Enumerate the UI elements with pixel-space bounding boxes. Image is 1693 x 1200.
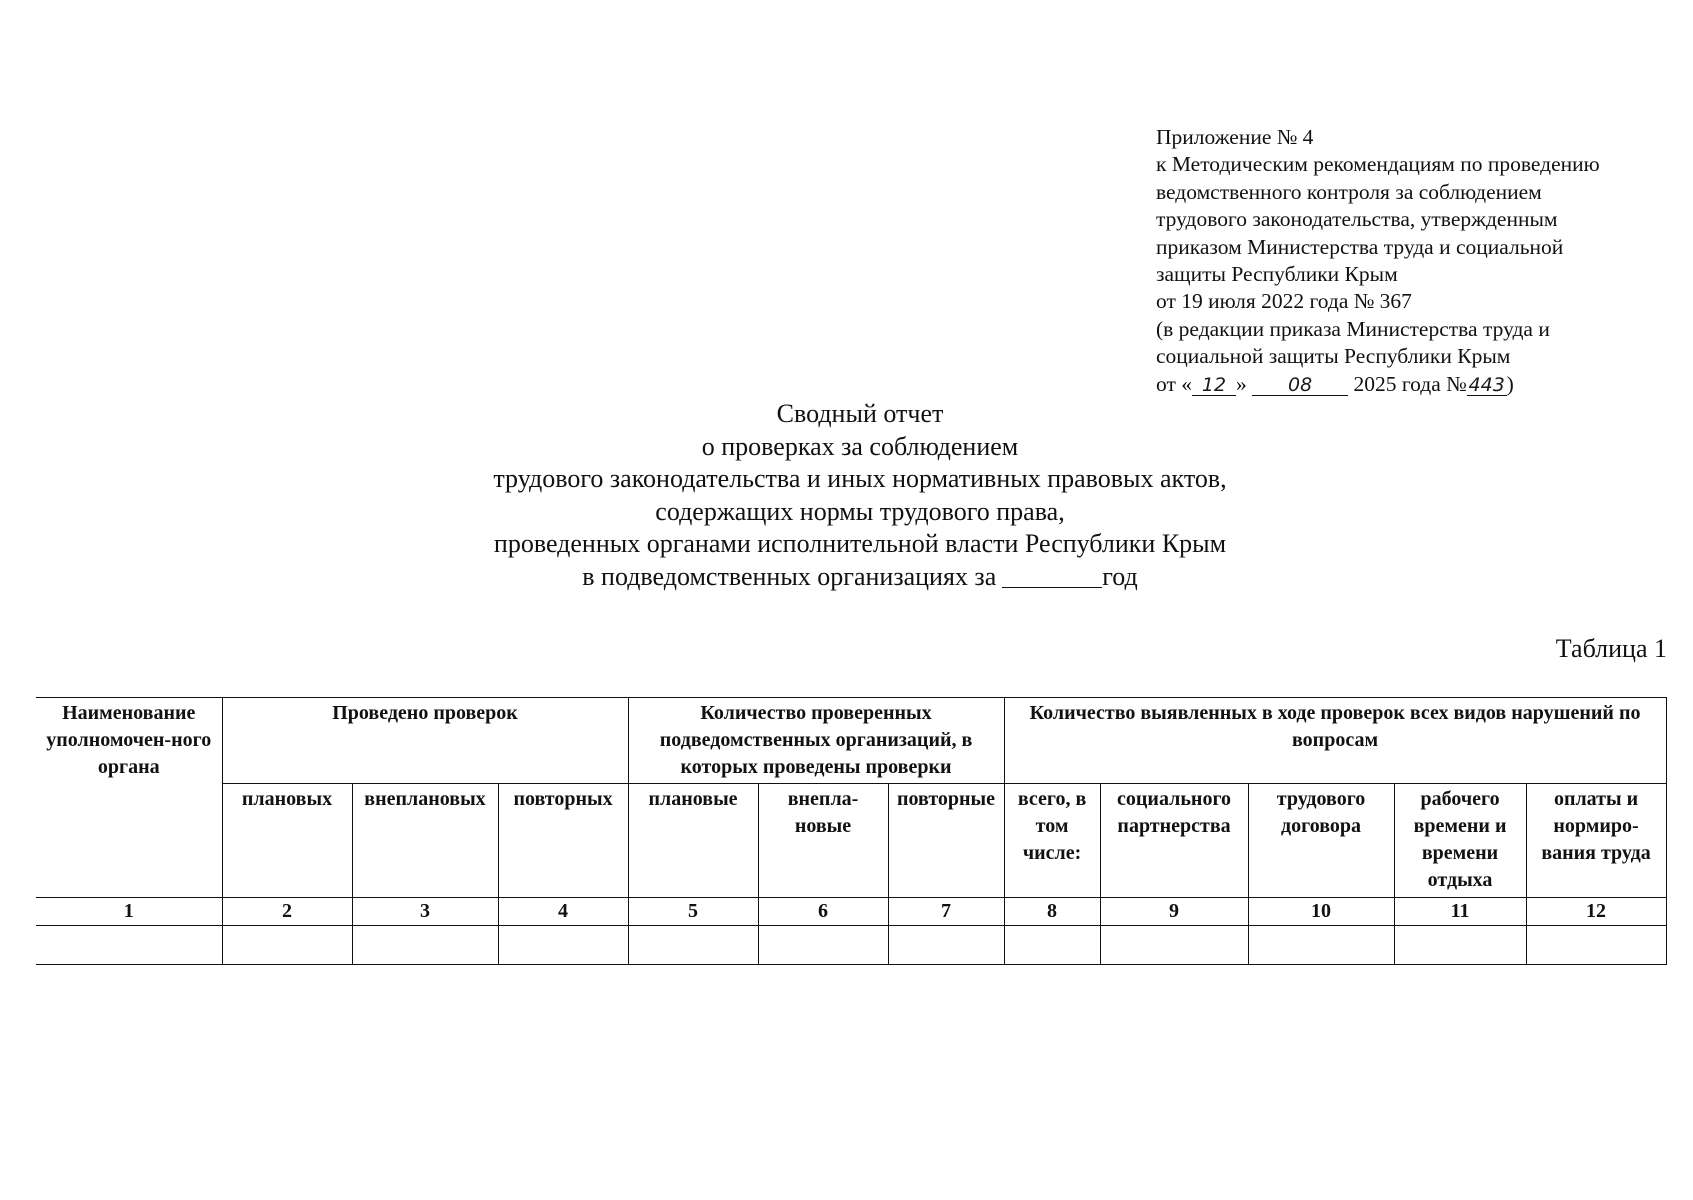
column-number: 7 <box>888 898 1004 926</box>
header-inspected-organizations: Количество проверенных подведомственных организаций, в которых проведены проверки <box>628 698 1004 784</box>
header-inspections-conducted: Проведено проверок <box>222 698 628 784</box>
subheader-social-partnership: социального партнерства <box>1100 784 1248 898</box>
report-title <box>380 398 1340 593</box>
report-table <box>36 697 1667 965</box>
handwritten-month: 08 <box>1252 375 1348 396</box>
table-data-row <box>36 926 1666 965</box>
appendix-amendment-date <box>1156 371 1686 398</box>
handwritten-order-number: 443 <box>1468 373 1505 396</box>
subheader-working-time: рабочего времени и времени отдыха <box>1394 784 1526 898</box>
appendix-line: трудового законодательства, утвержденным <box>1156 207 1558 232</box>
title-period-suffix: год <box>1102 561 1138 591</box>
appendix-line: защиты Республики Крым <box>1156 262 1398 287</box>
column-number: 2 <box>222 898 352 926</box>
table-cell <box>1248 926 1394 965</box>
appendix-line: ведомственного контроля за соблюдением <box>1156 179 1542 204</box>
title-period-text: в подведомственных организациях за <box>582 561 997 591</box>
date-close-paren: ) <box>1506 371 1514 396</box>
table-cell <box>758 926 888 965</box>
subheader-labor-contract: трудового договора <box>1248 784 1394 898</box>
column-number: 6 <box>758 898 888 926</box>
column-number: 1 <box>36 898 222 926</box>
table-subheader-row <box>36 784 1666 898</box>
appendix-line: (в редакции приказа Министерства труда и <box>1156 316 1550 341</box>
appendix-line: социальной защиты Республики Крым <box>1156 344 1511 369</box>
table-cell <box>1526 926 1666 965</box>
appendix-line: приказом Министерства труда и социальной <box>1156 234 1564 259</box>
column-number: 9 <box>1100 898 1248 926</box>
subheader-unplanned-orgs: внепла-новые <box>758 784 888 898</box>
column-number: 11 <box>1394 898 1526 926</box>
table-cell <box>1100 926 1248 965</box>
subheader-repeated-orgs: повторные <box>888 784 1004 898</box>
column-number: 12 <box>1526 898 1666 926</box>
column-number: 10 <box>1248 898 1394 926</box>
subheader-payment: оплаты и нормиро-вания труда <box>1526 784 1666 898</box>
table-cell <box>1004 926 1100 965</box>
handwritten-day: 12 <box>1192 375 1236 396</box>
subheader-total: всего, в том числе: <box>1004 784 1100 898</box>
column-number: 8 <box>1004 898 1100 926</box>
subheader-repeated: повторных <box>498 784 628 898</box>
table-cell <box>888 926 1004 965</box>
column-number: 4 <box>498 898 628 926</box>
subheader-unplanned: внеплановых <box>352 784 498 898</box>
date-quote-close: » <box>1236 371 1247 396</box>
subheader-planned-orgs: плановые <box>628 784 758 898</box>
table-cell <box>222 926 352 965</box>
date-year: 2025 года № <box>1353 371 1467 396</box>
title-line: содержащих нормы трудового права, <box>655 496 1065 526</box>
column-number: 3 <box>352 898 498 926</box>
table-cell <box>36 926 222 965</box>
table-cell <box>352 926 498 965</box>
title-line-period <box>380 561 1340 594</box>
title-line: проведенных органами исполнительной власти Республики Крым <box>493 529 1227 558</box>
header-violations-found: Количество выявленных в ходе проверок всех видов нарушений по вопросам <box>1004 698 1666 784</box>
appendix-line: к Методическим рекомендациям по проведению <box>1156 152 1600 177</box>
table-cell <box>498 926 628 965</box>
table-label: Таблица 1 <box>1555 634 1667 663</box>
table-header-row <box>36 698 1666 784</box>
appendix-line: от 19 июля 2022 года № 367 <box>1156 289 1412 314</box>
title-line: Сводный отчет <box>776 399 944 428</box>
table-column-numbers-row <box>36 898 1666 926</box>
column-number: 5 <box>628 898 758 926</box>
table-cell <box>1394 926 1526 965</box>
appendix-line: Приложение № 4 <box>1156 125 1314 149</box>
title-line: о проверках за соблюдением <box>701 431 1019 461</box>
subheader-planned: плановых <box>222 784 352 898</box>
date-prefix: от « <box>1156 371 1192 396</box>
appendix-note <box>1156 124 1686 398</box>
table-cell <box>628 926 758 965</box>
title-line: трудового законодательства и иных нормативных правовых актов, <box>493 464 1227 493</box>
header-authority-name: Наименование уполномочен-ного органа <box>36 698 222 898</box>
year-blank-field <box>1002 561 1102 588</box>
